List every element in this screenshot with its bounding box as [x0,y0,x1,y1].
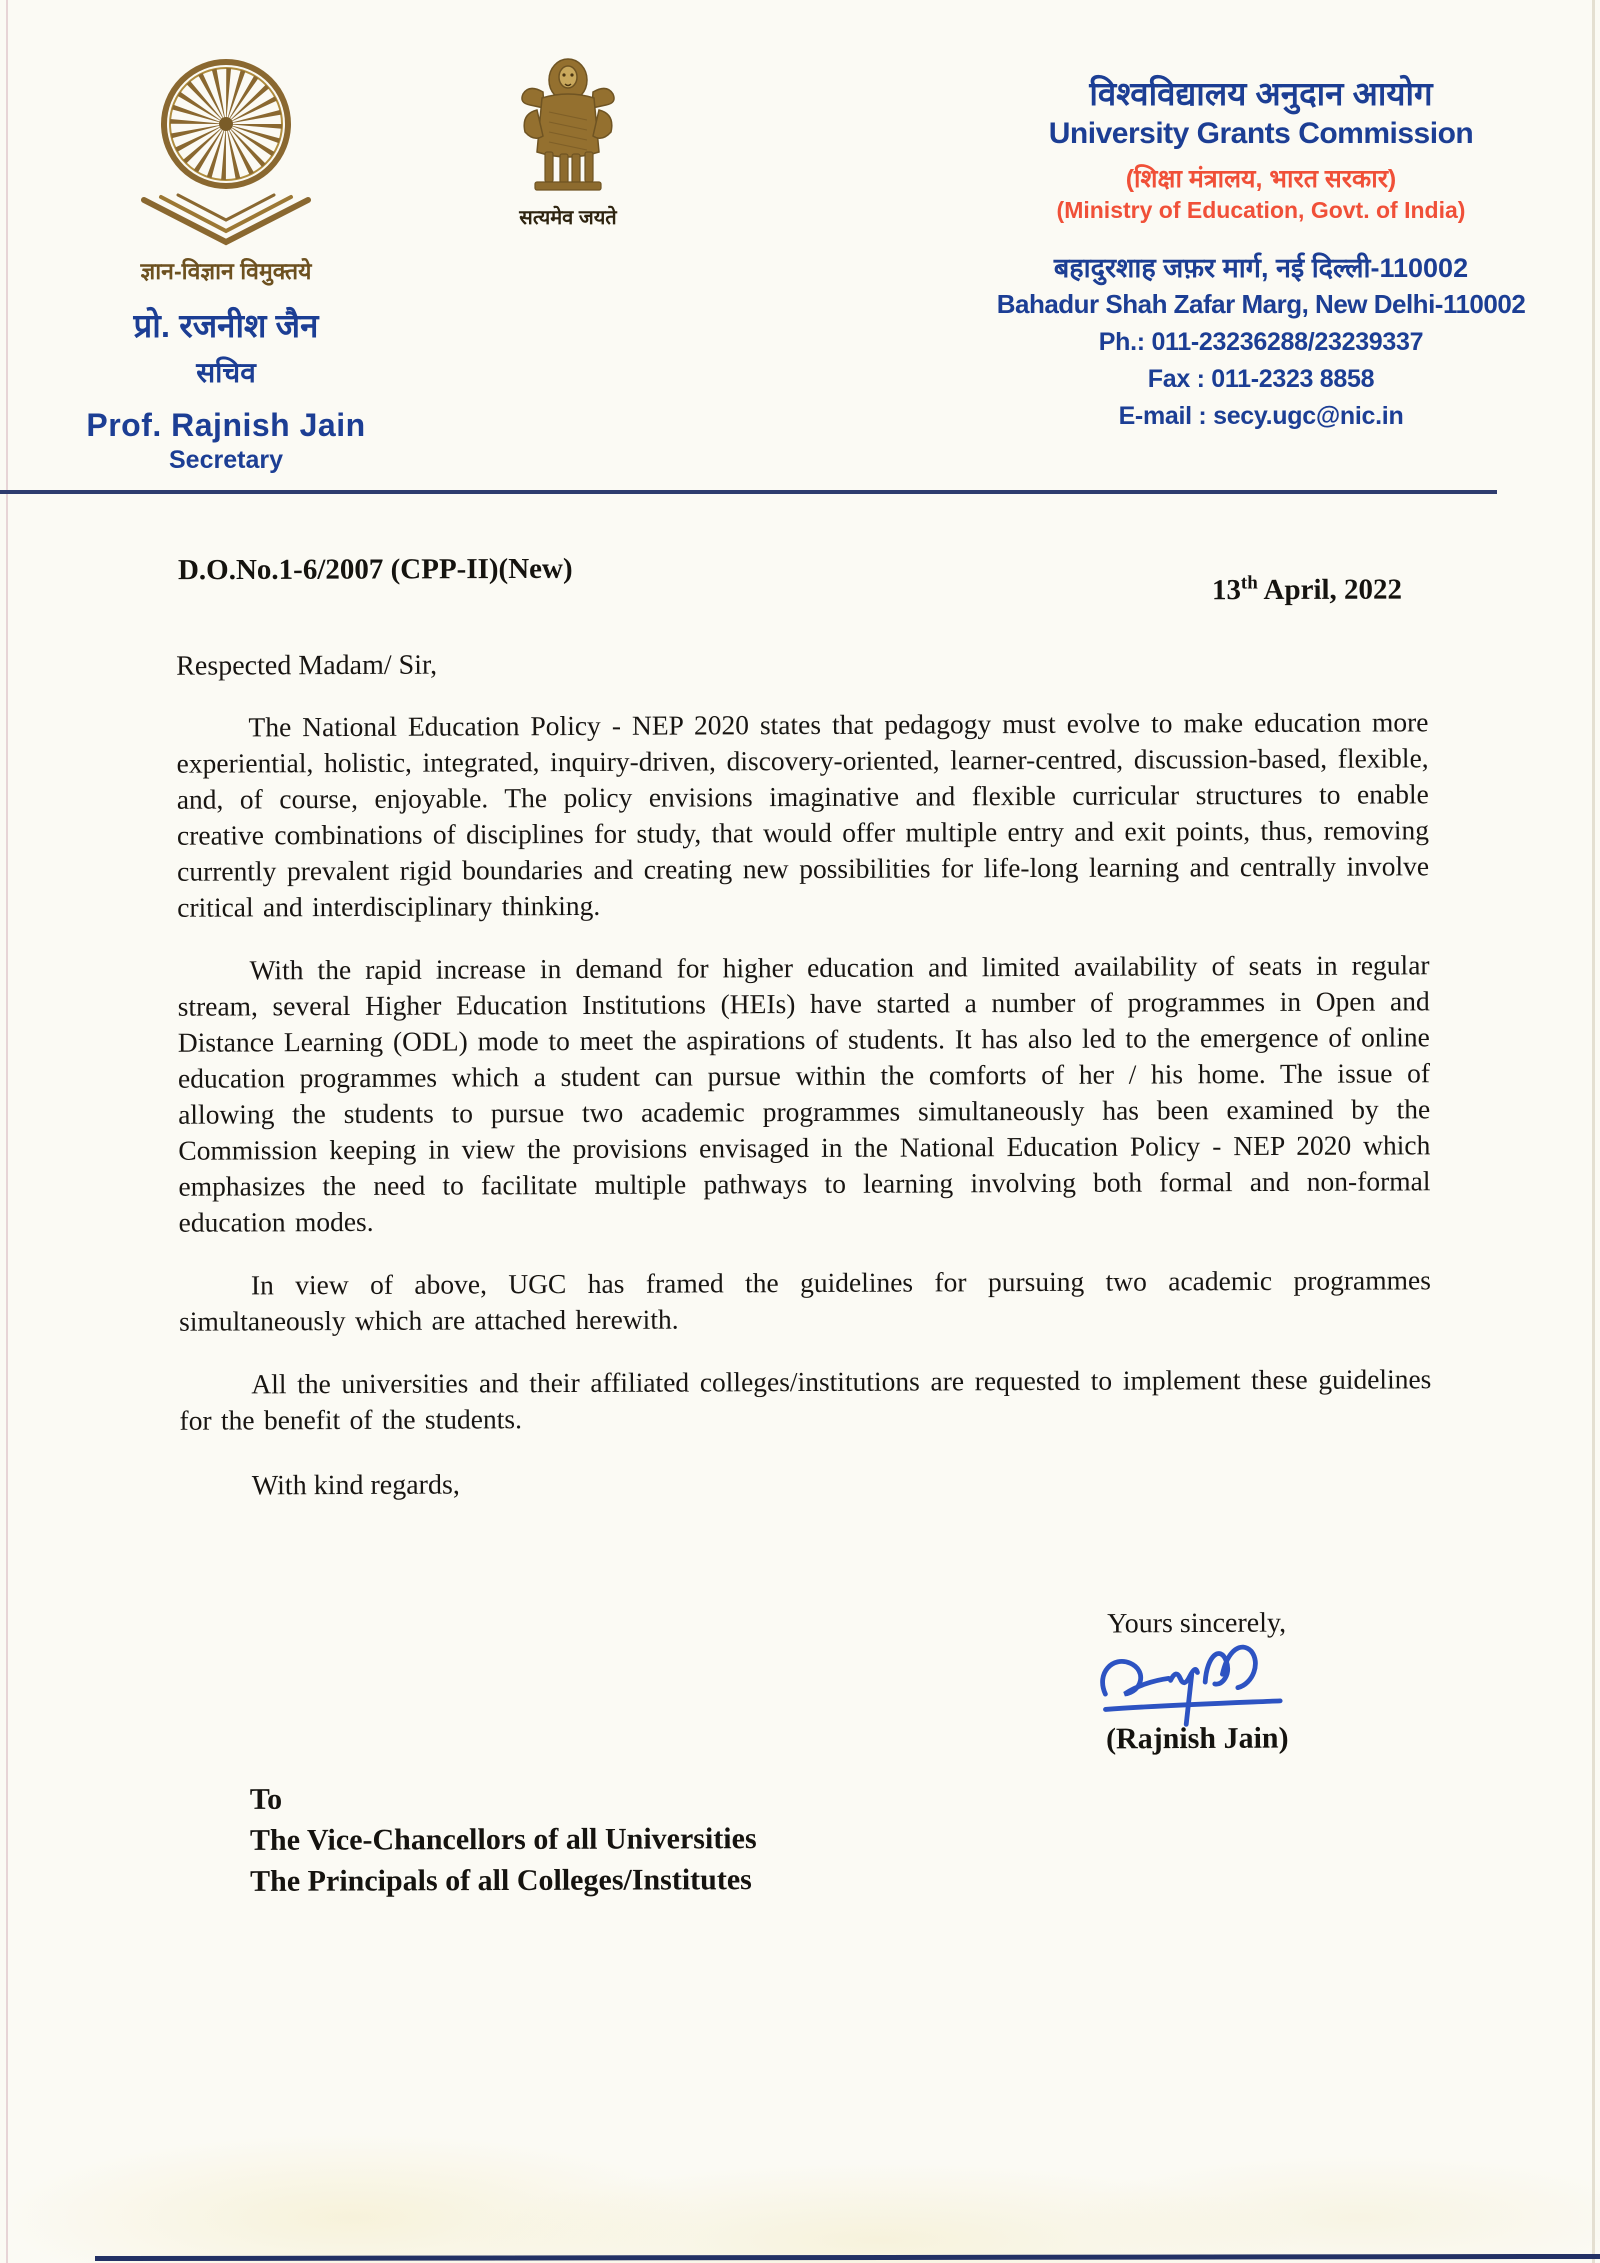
ministry-line: (Ministry of Education, Govt. of India) [1056,197,1466,223]
salutation: Respected Madam/ Sir, [176,649,438,682]
national-emblem-icon [509,52,627,194]
signatory-name: (Rajnish Jain) [1105,1721,1289,1756]
ugc-logo-icon [137,50,315,248]
recipient-line-1: The Vice-Chancellors of all Universities [249,1822,757,1857]
header-divider [0,490,1497,494]
reference-number: D.O.No.1-6/2007 (CPP-II)(New) [177,552,573,587]
recipient-line-2: The Principals of all Colleges/Institutes [250,1863,752,1898]
org-name: University Grants Commission [1048,117,1474,150]
ministry-line-hindi: (शिक्षा मंत्रालय, भारत सरकार) [1125,165,1397,193]
phone-line: Ph.: 011-23236288/23239337 [1098,328,1424,356]
scan-edge-artifact-left [6,0,8,2263]
org-name-hindi: विश्वविद्यालय अनुदान आयोग [1089,75,1433,112]
closing-line: Yours sincerely, [1107,1607,1287,1640]
header-left-block [45,50,407,475]
ugc-logo-motto: ज्ञान-विज्ञान विमुक्तये [140,258,312,284]
paragraph-3: In view of above, UGC has framed the guidelines for pursuing two academic programmes simultaneously which are attached herewith. [179,1264,1431,1337]
to-label: To [249,1782,283,1816]
emblem-motto: सत्यमेव जयते [519,207,617,229]
date-ordinal: th [1240,572,1258,594]
letter-body [176,645,1432,1502]
secretary-name-hindi: प्रो. रजनीश जैन [133,307,319,344]
secretary-title-hindi: सचिव [196,357,256,388]
letter-date [1212,550,1430,607]
regards-line: With kind regards, [251,1469,460,1502]
scan-page-edge-line [95,2254,1600,2261]
date-day: 13 [1211,574,1241,607]
signature-scribble [1089,1635,1304,1732]
header-right-block [966,70,1556,431]
secretary-name: Prof. Rajnish Jain [86,407,366,443]
reference-row [178,550,1430,611]
address-hindi: बहादुरशाह जफ़र मार्ग, नई दिल्ली-110002 [1053,253,1469,283]
email-line: E-mail : secy.ugc@nic.in [1118,402,1404,430]
fax-line: Fax : 011-2323 8858 [1147,365,1375,393]
address: Bahadur Shah Zafar Marg, New Delhi-110002 [996,289,1526,319]
closing-block [1072,1607,1323,1756]
paragraph-1: The National Education Policy - NEP 2020 states that pedagogy must evolve to make education more experiential, holistic, integrated, inquiry-driven, discovery-oriented, learner-centred, discussion-based, flexible, and, of course, enjoyable. The policy envisions imaginative and flexible curricular structures to enable creative combinations of disciplines for study, that would offer multiple entry and exit points, thus, removing currently prevalent rigid boundaries and creating new possibilities for life-long learning and centrally involve critical and interdisciplinary thinking. [176,706,1430,923]
scan-edge-artifact-right [1592,0,1595,2263]
header-center-block [468,52,668,230]
paragraph-4: All the universities and their affiliated colleges/institutions are requested to implement these guidelines for the benefit of the students. [179,1363,1432,1436]
recipients-block [250,1777,757,1902]
paragraph-2: With the rapid increase in demand for higher education and limited availability of seats in regular stream, several Higher Education Institutions (HEIs) have started a number of programmes in Open and Distance Learning (ODL) mode to meet the aspirations of students. It has also led to the emergence of online education programmes which a student can pursue within the comforts of her / his home. The issue of allowing the students to pursue two academic programmes simultaneously has been examined by the Commission keeping in view the provisions envisaged in the National Education Policy - NEP 2020 which emphasizes the need to facilitate multiple pathways to learning involving both formal and non-formal education modes. [177,949,1431,1238]
secretary-title: Secretary [169,446,283,474]
date-rest: April, 2022 [1257,573,1403,607]
